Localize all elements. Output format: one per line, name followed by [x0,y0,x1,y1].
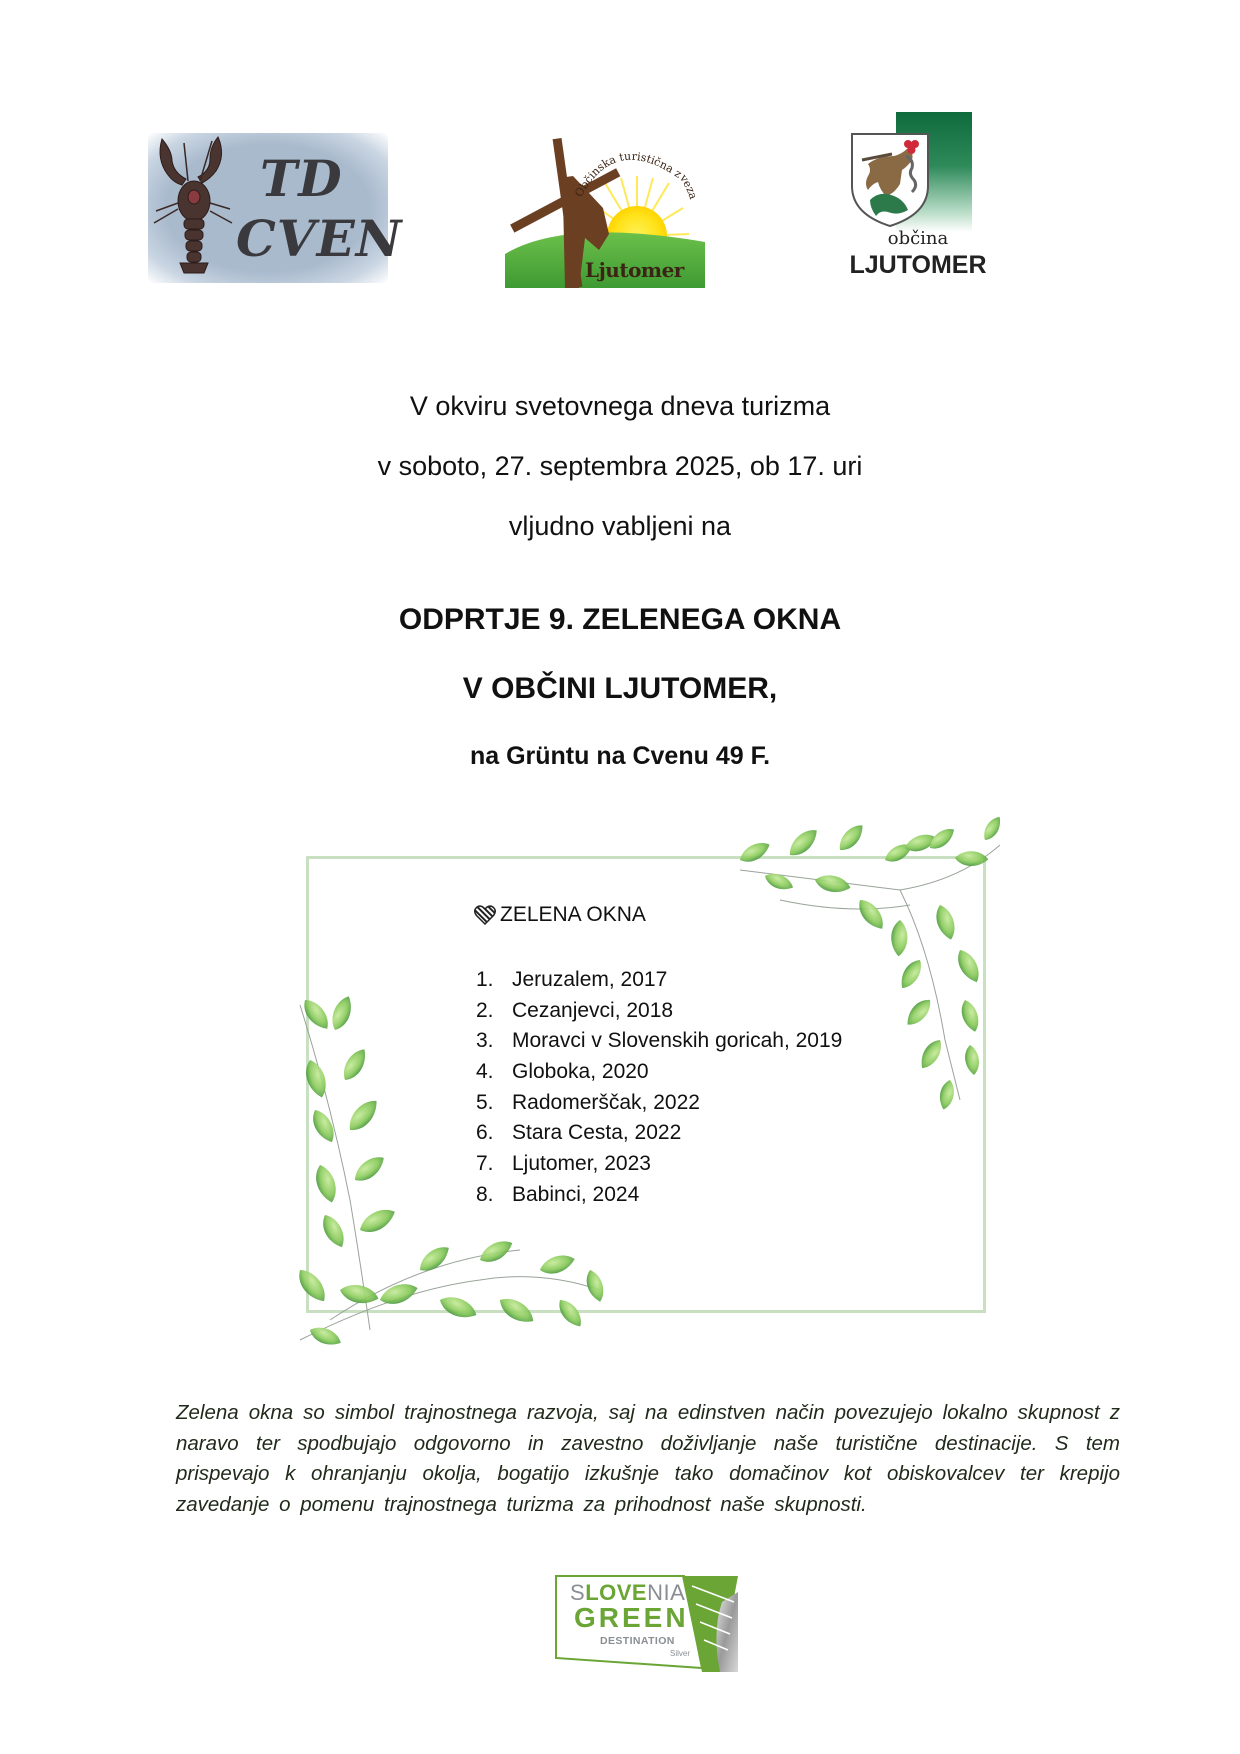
intro-line-2: v soboto, 27. septembra 2025, ob 17. uri [377,451,863,481]
td-cven-logo-line1: TD [260,149,343,208]
zelena-okna-heading-text: ZELENA OKNA [500,903,646,926]
list-item: 8. Babinci, 2024 [476,1182,640,1206]
obcina-logo-line1: občina [887,228,949,249]
obcina-ljutomer-logo [838,110,998,285]
td-cven-logo-line2: CVEN [236,209,403,268]
coat-of-arms-icon [848,130,932,228]
description-paragraph: Zelena okna so simbol trajnostnega razvoja, saj na edinstven način povezujejo lokalno skupnost z naravo ter spodbujajo odgovorno in zavestno doživljanje naše turistične destinacije. S tem prispevajo k ohranjanju okolja, bogatijo izkušnje tako domačinov kot obiskovalcev ter krepijo zavedanje o pomenu trajnostnega turizma za prihodnost naše skupnosti. [176,1401,1120,1516]
badge-level: Silver [670,1649,691,1658]
otz-arc-text: Občinska turistična zveza [572,149,700,201]
badge-green: GREEN [574,1602,689,1633]
obcinska-turisticna-zveza-logo [505,138,705,288]
slovenia-green-destination-badge [552,1572,738,1672]
list-item: 4. Globoka, 2020 [476,1060,649,1084]
list-item: 5. Radomerščak, 2022 [476,1090,700,1114]
list-item: 1. Jeruzalem, 2017 [476,968,668,991]
striped-heart-icon [474,905,496,925]
list-item: 6. Stara Cesta, 2022 [476,1121,682,1145]
event-title-line-1: ODPRTJE 9. ZELENEGA OKNA [398,603,842,636]
td-cven-logo [148,133,403,283]
intro-line-3: vljudno vabljeni na [508,511,732,541]
green-windows-list [476,965,842,1211]
list-item: 7. Ljutomer, 2023 [476,1152,651,1176]
crayfish-icon [148,133,248,283]
zelena-okna-heading [474,903,646,927]
badge-slovenia: SLOVENIA [570,1580,686,1605]
otz-logo-name: Ljutomer [585,258,684,282]
event-location: na Grüntu na Cvenu 49 F. [469,742,771,770]
badge-destination: DESTINATION [600,1635,675,1647]
list-item: 2. Cezanjevci, 2018 [476,998,674,1022]
obcina-logo-line2: LJUTOMER [849,251,987,279]
event-title-line-2: V OBČINI LJUTOMER, [462,672,778,705]
list-item: 3. Moravci v Slovenskih goricah, 2019 [476,1029,843,1053]
intro-line-1: V okviru svetovnega dneva turizma [409,391,831,421]
